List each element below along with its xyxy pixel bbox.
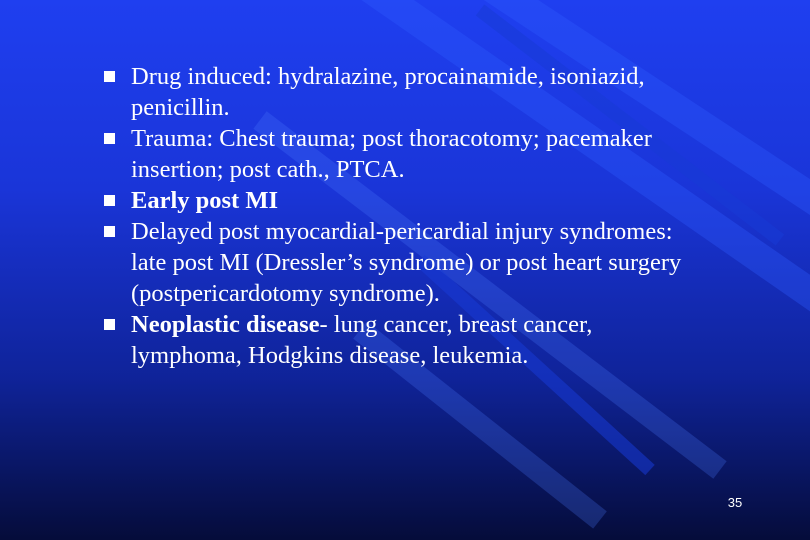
bullet-text: Drug induced: hydralazine, procainamide, isoniazid, penicillin. (131, 63, 645, 121)
bullet-item (98, 216, 698, 309)
bullet-bold-text: Early post MI (131, 187, 278, 214)
bullet-bold-text: Neoplastic disease (131, 311, 320, 338)
square-bullet-icon (104, 71, 115, 82)
square-bullet-icon (104, 226, 115, 237)
bullet-item (98, 309, 698, 371)
bullet-text: Delayed post myocardial-pericardial injury syndromes: late post MI (Dressler’s syndrome) or post heart surgery (postpericardotomy syndrome). (131, 218, 682, 307)
bullet-item (98, 185, 698, 216)
bullet-list (98, 61, 698, 371)
bullet-text: - lung cancer, breast cancer, lymphoma, Hodgkins disease, leukemia. (131, 311, 593, 369)
bullet-item (98, 123, 698, 185)
bullet-text: Trauma: Chest trauma; post thoracotomy; pacemaker insertion; post cath., PTCA. (131, 125, 652, 183)
square-bullet-icon (104, 195, 115, 206)
bullet-item (98, 61, 698, 123)
square-bullet-icon (104, 133, 115, 144)
square-bullet-icon (104, 319, 115, 330)
page-number: 35 (727, 495, 743, 510)
